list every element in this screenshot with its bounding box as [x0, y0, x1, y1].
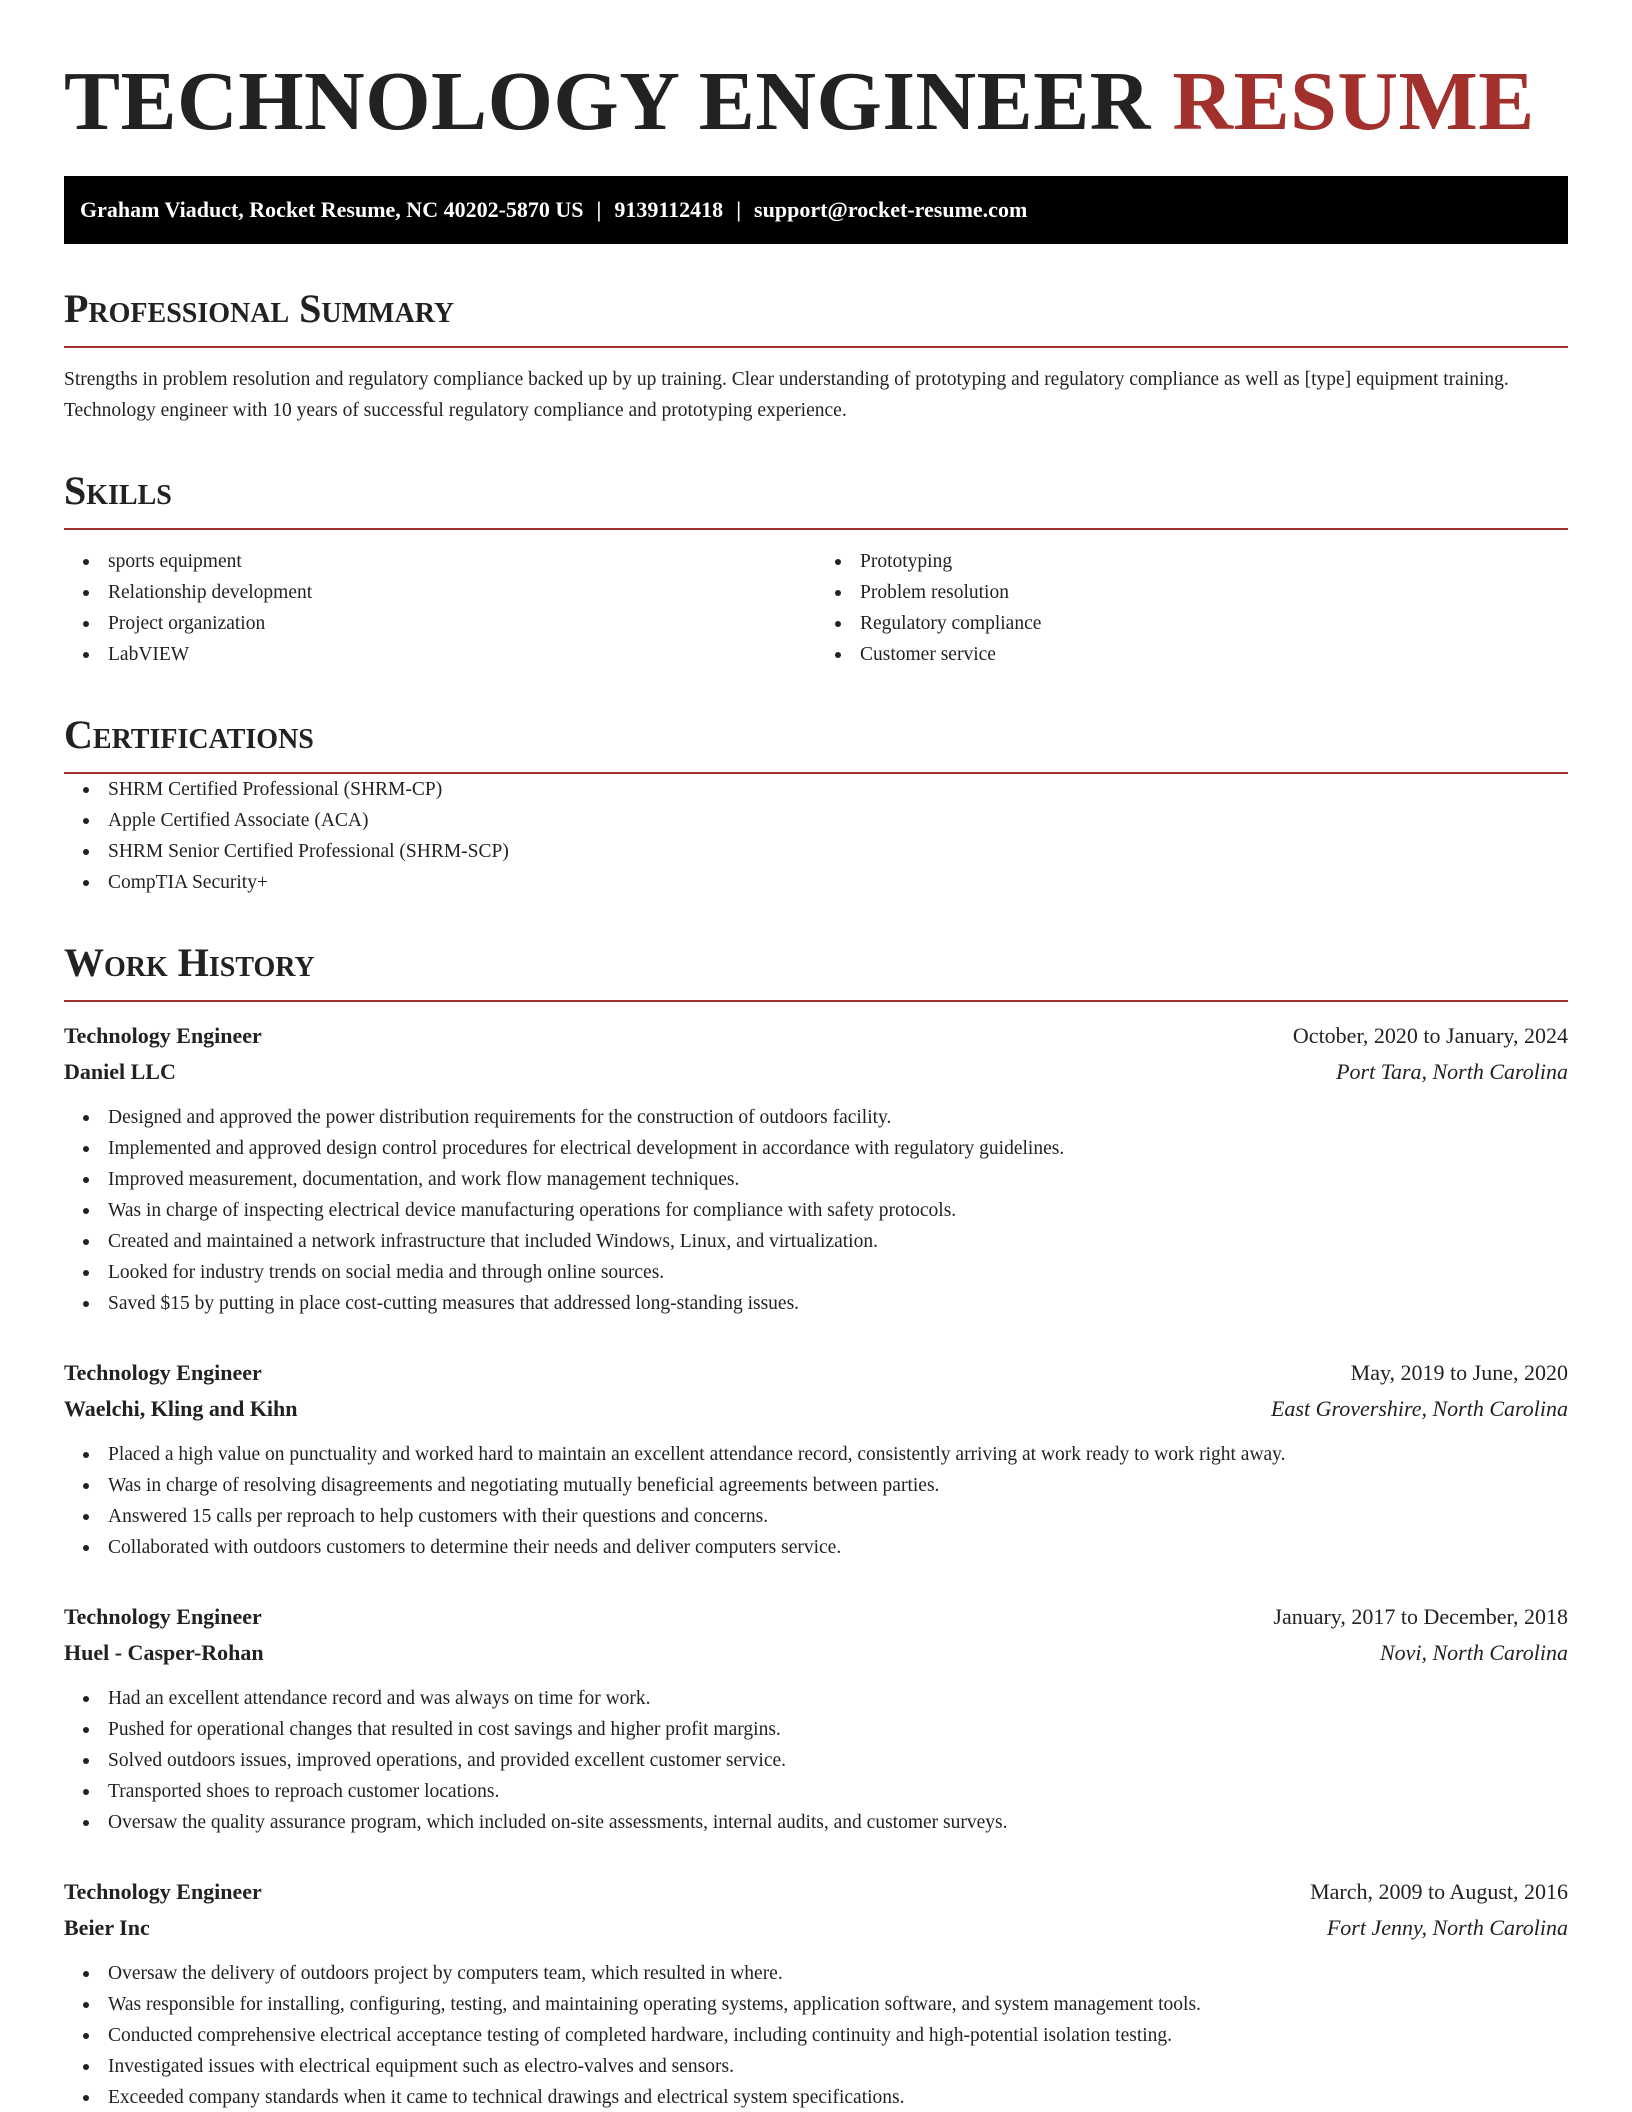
job-header-row: [64, 1018, 1568, 1054]
job-entry: [64, 1874, 1568, 2112]
contact-separator: |: [596, 197, 602, 222]
certifications-heading: Certifications: [64, 712, 1568, 774]
job-company-row: [64, 1054, 1568, 1090]
job-title: Technology Engineer: [64, 1360, 262, 1385]
job-bullet: Was in charge of resolving disagreements and negotiating mutually beneficial agreements between parties.: [64, 1470, 1568, 1501]
job-location: Novi, North Carolina: [1379, 1640, 1568, 1665]
job-bullet: Pushed for operational changes that resulted in cost savings and higher profit margins.: [64, 1714, 1568, 1745]
job-dates: March, 2009 to August, 2016: [1310, 1879, 1568, 1904]
job-bullet: Conducted comprehensive electrical acceptance testing of completed hardware, including continuity and high-potential isolation testing.: [64, 2020, 1568, 2051]
job-dates: May, 2019 to June, 2020: [1350, 1360, 1568, 1385]
skill-item: Problem resolution: [816, 577, 1568, 608]
job-dates: October, 2020 to January, 2024: [1292, 1023, 1568, 1048]
job-location: Port Tara, North Carolina: [1336, 1059, 1568, 1084]
job-bullets: [64, 1958, 1568, 2112]
job-bullet: Looked for industry trends on social media and through online sources.: [64, 1257, 1568, 1288]
job-entry: [64, 1599, 1568, 1838]
summary-section: [64, 286, 1568, 426]
job-bullet: Was in charge of inspecting electrical device manufacturing operations for compliance with safety protocols.: [64, 1195, 1568, 1226]
skill-item: Regulatory compliance: [816, 608, 1568, 639]
job-bullet: Was responsible for installing, configuring, testing, and maintaining operating systems, application software, and system management tools.: [64, 1989, 1568, 2020]
skill-item: Project organization: [64, 608, 816, 639]
skill-item: Relationship development: [64, 577, 816, 608]
job-title: Technology Engineer: [64, 1604, 262, 1629]
summary-heading: Professional Summary: [64, 286, 1568, 348]
job-bullet: Investigated issues with electrical equipment such as electro-valves and sensors.: [64, 2051, 1568, 2082]
job-company: Daniel LLC: [64, 1059, 176, 1084]
job-bullet: Created and maintained a network infrastructure that included Windows, Linux, and virtualization.: [64, 1226, 1568, 1257]
certification-item: CompTIA Security+: [64, 867, 1568, 898]
title-main: TECHNOLOGY ENGINEER: [64, 55, 1151, 148]
job-company: Huel - Casper-Rohan: [64, 1640, 264, 1665]
job-header-row: [64, 1599, 1568, 1635]
job-bullet: Solved outdoors issues, improved operations, and provided excellent customer service.: [64, 1745, 1568, 1776]
job-location: Fort Jenny, North Carolina: [1326, 1915, 1568, 1940]
skill-item: Prototyping: [816, 546, 1568, 577]
job-bullet: Collaborated with outdoors customers to determine their needs and deliver computers service.: [64, 1532, 1568, 1563]
job-company-row: [64, 1910, 1568, 1946]
job-bullet: Saved $15 by putting in place cost-cutting measures that addressed long-standing issues.: [64, 1288, 1568, 1319]
work-history-section: [64, 940, 1568, 2112]
title-accent: RESUME: [1172, 55, 1535, 148]
job-entry: [64, 1355, 1568, 1563]
certification-item: SHRM Senior Certified Professional (SHRM-SCP): [64, 836, 1568, 867]
contact-bar: [64, 176, 1568, 244]
job-company-row: [64, 1391, 1568, 1427]
job-header-row: [64, 1355, 1568, 1391]
job-company: Beier Inc: [64, 1915, 150, 1940]
job-title: Technology Engineer: [64, 1879, 262, 1904]
skills-section: [64, 468, 1568, 670]
certification-item: Apple Certified Associate (ACA): [64, 805, 1568, 836]
skills-heading: Skills: [64, 468, 1568, 530]
job-bullet: Oversaw the quality assurance program, which included on-site assessments, internal audits, and customer surveys.: [64, 1807, 1568, 1838]
contact-address: Graham Viaduct, Rocket Resume, NC 40202-5870 US: [80, 197, 584, 222]
certifications-list: [64, 774, 1568, 898]
summary-text: Strengths in problem resolution and regulatory compliance backed up by up training. Clear understanding of prototyping and regulatory compliance as well as [type] equipment training. Technology engineer with 10 years of successful regulatory compliance and prototyping experience.: [64, 369, 1509, 421]
job-bullet: Oversaw the delivery of outdoors project by computers team, which resulted in where.: [64, 1958, 1568, 1989]
work-history-heading: Work History: [64, 940, 1568, 1002]
job-title: Technology Engineer: [64, 1023, 262, 1048]
certifications-section: [64, 712, 1568, 898]
skill-item: sports equipment: [64, 546, 816, 577]
job-location: East Grovershire, North Carolina: [1270, 1396, 1568, 1421]
job-bullet: Placed a high value on punctuality and worked hard to maintain an excellent attendance record, consistently arriving at work ready to work right away.: [64, 1439, 1568, 1470]
job-bullet: Answered 15 calls per reproach to help customers with their questions and concerns.: [64, 1501, 1568, 1532]
job-bullets: [64, 1439, 1568, 1563]
job-bullets: [64, 1683, 1568, 1838]
job-bullet: Implemented and approved design control procedures for electrical development in accordance with regulatory guidelines.: [64, 1133, 1568, 1164]
skill-item: Customer service: [816, 639, 1568, 670]
contact-phone[interactable]: 9139112418: [614, 197, 724, 222]
job-header-row: [64, 1874, 1568, 1910]
job-dates: January, 2017 to December, 2018: [1273, 1604, 1568, 1629]
job-bullet: Had an excellent attendance record and was always on time for work.: [64, 1683, 1568, 1714]
contact-separator: |: [736, 197, 742, 222]
job-company-row: [64, 1635, 1568, 1671]
skills-grid: [64, 546, 1568, 670]
job-company: Waelchi, Kling and Kihn: [64, 1396, 298, 1421]
skills-list-left: [64, 546, 816, 670]
job-bullet: Designed and approved the power distribution requirements for the construction of outdoors facility.: [64, 1102, 1568, 1133]
skill-item: LabVIEW: [64, 639, 816, 670]
skills-list-right: [816, 546, 1568, 670]
job-entry: [64, 1018, 1568, 1319]
job-bullet: Exceeded company standards when it came to technical drawings and electrical system specifications.: [64, 2082, 1568, 2112]
contact-email[interactable]: support@rocket-resume.com: [754, 197, 1028, 222]
certification-item: SHRM Certified Professional (SHRM-CP): [64, 774, 1568, 805]
job-bullet: Transported shoes to reproach customer locations.: [64, 1776, 1568, 1807]
resume-title: [64, 52, 1568, 152]
job-bullet: Improved measurement, documentation, and work flow management techniques.: [64, 1164, 1568, 1195]
job-bullets: [64, 1102, 1568, 1319]
